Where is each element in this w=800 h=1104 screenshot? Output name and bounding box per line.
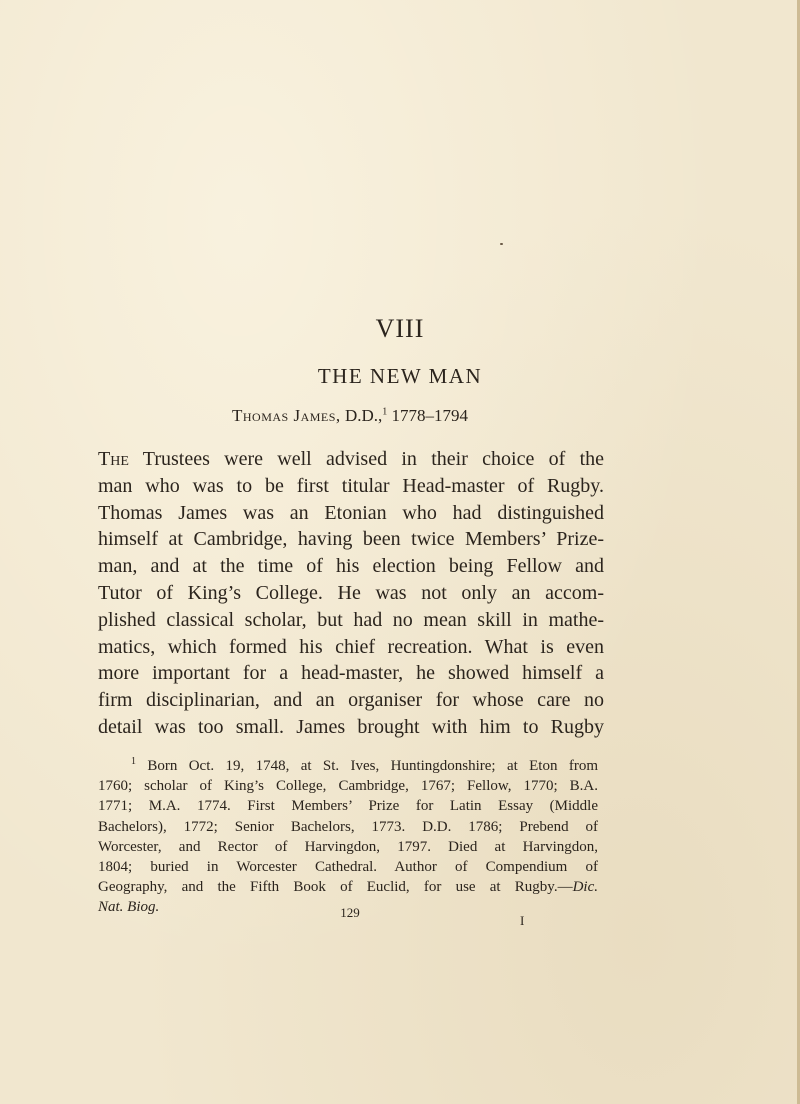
subhead-years: 1778–1794 [387, 406, 468, 425]
chapter-subheading [0, 406, 700, 426]
page-number: 129 [340, 905, 360, 920]
body-paragraph [98, 446, 604, 741]
body-line: plished classical scholar, but had no mean skill in mathe- [98, 608, 604, 631]
body-line: detail was too small. James brought with him to Rugby [98, 715, 604, 738]
footnote-line: 1804; buried in Worcester Cathedral. Author of Compendium of [98, 858, 598, 875]
subhead-degree: D.D., [340, 406, 383, 425]
opening-word: The [98, 448, 129, 470]
body-line: The Trustees were well advised in their choice of the [98, 448, 604, 470]
body-line: Thomas James was an Etonian who had distinguished [98, 501, 604, 524]
body-line: man, and at the time of his election being Fellow and [98, 555, 604, 578]
footnote [98, 756, 598, 918]
footnote-line: Geography, and the Fifth Book of Euclid, for use at Rugby.—Dic. [98, 879, 598, 896]
subhead-name: Thomas James, [232, 406, 341, 425]
paper-speck [500, 243, 503, 245]
footnote-line: Worcester, and Rector of Harvingdon, 1797. Died at Harvingdon, [98, 838, 598, 855]
body-line: Tutor of King’s College. He was not only an accom- [98, 581, 604, 604]
footnote-line: 1760; scholar of King’s College, Cambridge, 1767; Fellow, 1770; B.A. [98, 778, 598, 795]
body-line: more important for a head-master, he showed himself a [98, 662, 604, 685]
footnote-line: $^1$ Born Oct. 19, 1748, at St. Ives, Huntingdonshire; at Eton from [131, 756, 598, 774]
body-line: himself at Cambridge, having been twice Members’ Prize- [98, 528, 604, 551]
body-line: man who was to be first titular Head-master of Rugby. [98, 474, 604, 497]
signature-mark: I [520, 913, 525, 928]
chapter-number: VIII [375, 314, 425, 343]
footnote-reference: 1 [382, 406, 388, 418]
chapter-title: THE NEW MAN [317, 364, 483, 388]
footnote-line: 1771; M.A. 1774. First Members’ Prize for Latin Essay (Middle [98, 798, 598, 815]
body-line: matics, which formed his chief recreation. What is even [98, 635, 604, 658]
body-line: firm disciplinarian, and an organiser for whose care no [98, 689, 604, 712]
footnote-line: Bachelors), 1772; Senior Bachelors, 1773. D.D. 1786; Prebend of [98, 818, 598, 835]
footnote-marker: 1 [131, 756, 136, 767]
footnote-source-cont: Nat. Biog. [98, 899, 160, 916]
footnote-source: Dic. [572, 879, 598, 896]
